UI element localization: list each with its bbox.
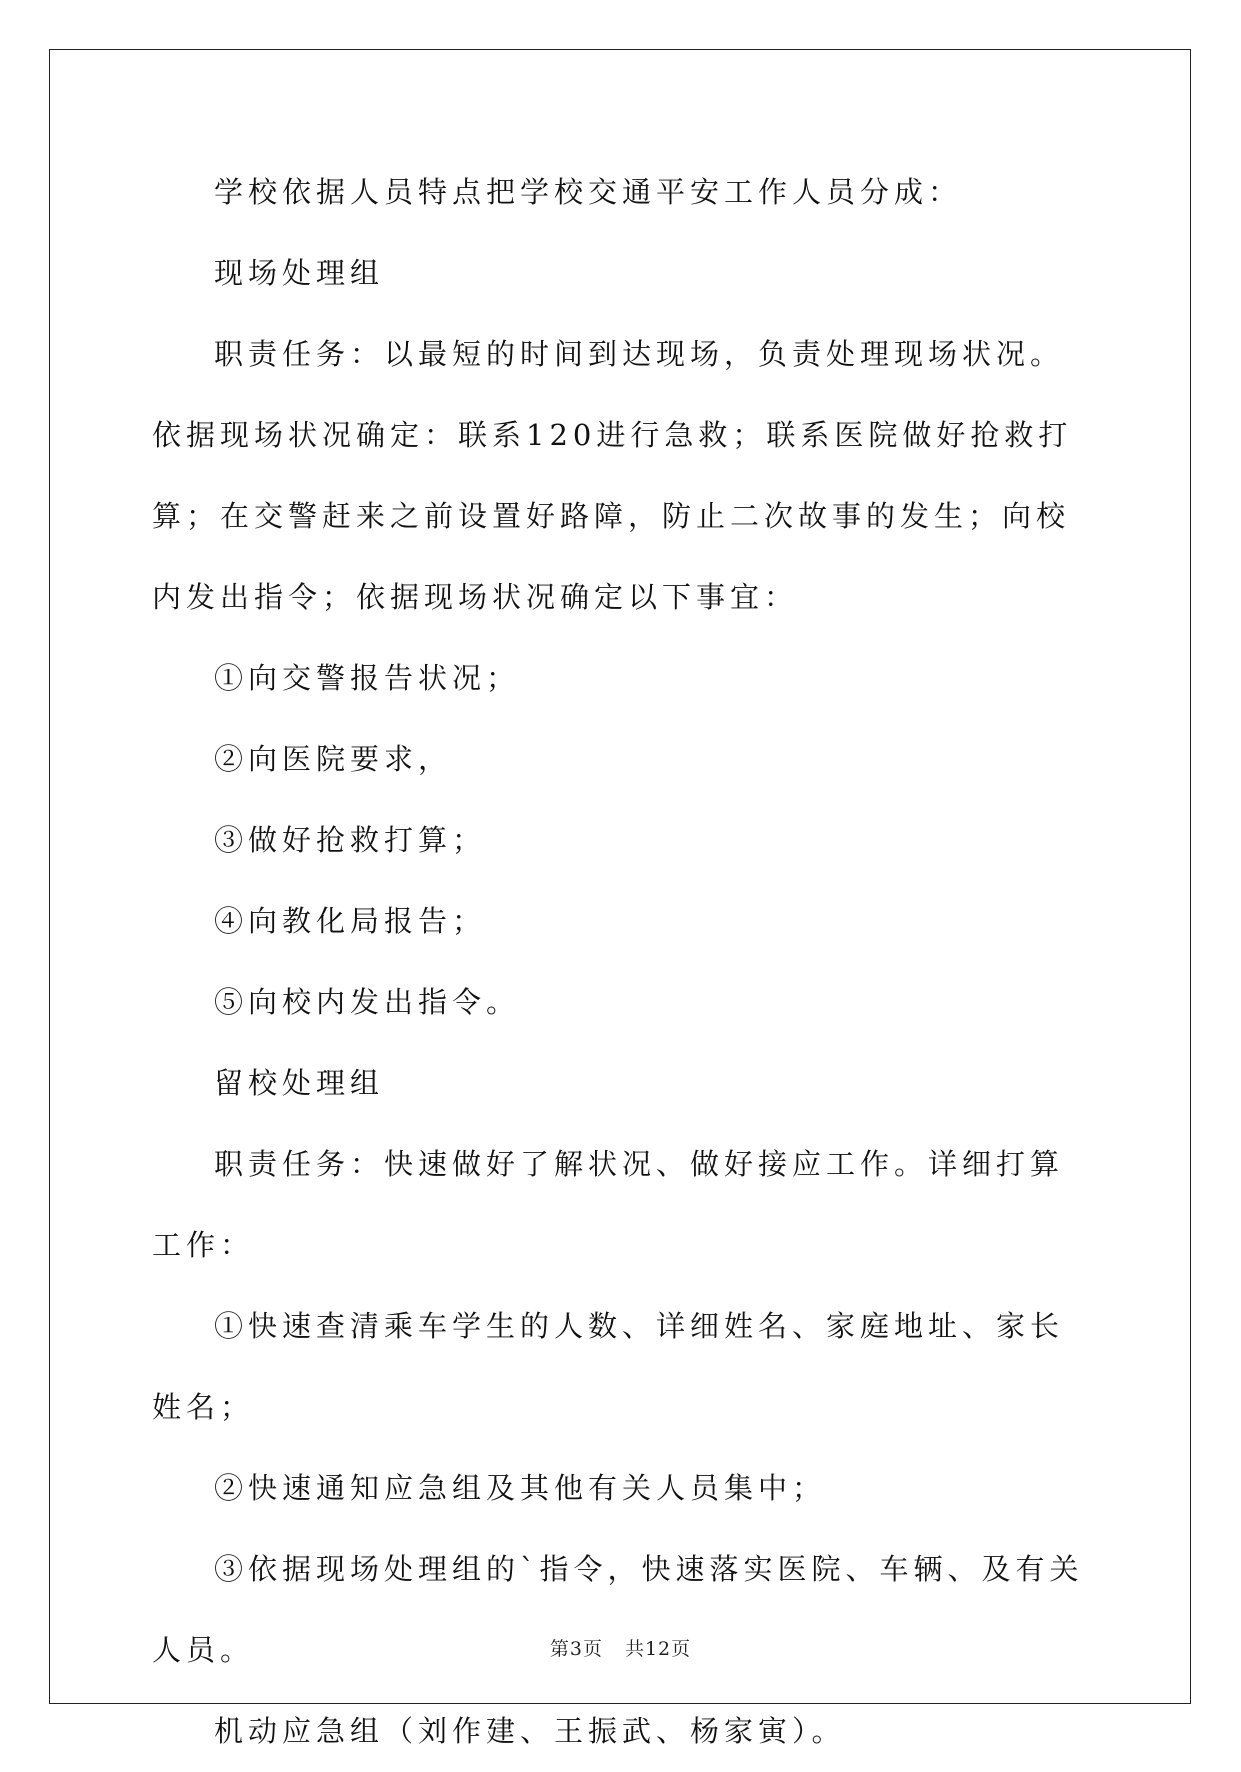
paragraph-school-duties: 职责任务：快速做好了解状况、做好接应工作。详细打算工作： (152, 1147, 1065, 1262)
list-item: ②快速通知应急组及其他有关人员集中； (214, 1471, 827, 1505)
page-total: 共12页 (624, 1638, 692, 1660)
list-item: ③依据现场处理组的`指令，快速落实医院、车辆、及有关人员。 (152, 1552, 1084, 1667)
paragraph-mobile-group: 机动应急组（刘作建、王振武、杨家寅）。 (214, 1714, 846, 1748)
page-footer (0, 1634, 1241, 1661)
list-item: ①向交警报告状况； (214, 661, 521, 695)
list-item: ④向教化局报告； (214, 904, 487, 938)
list-item: ③做好抢救打算； (214, 823, 487, 857)
list-item: ②向医院要求， (214, 742, 453, 776)
list-item: ⑤向校内发出指令。 (214, 985, 521, 1019)
list-item: ①快速查清乘车学生的人数、详细姓名、家庭地址、家长姓名； (152, 1309, 1065, 1424)
paragraph-onsite-duties: 职责任务：以最短的时间到达现场，负责处理现场状况。依据现场状况确定：联系120进行急救；联系医院做好抢救打算；在交警赶来之前设置好路障，防止二次故事的发生；向校内发出指令；依据现场状况确定以下事宜： (152, 337, 1073, 614)
page-number: 第3页 (549, 1638, 603, 1660)
document-body (152, 152, 1092, 1772)
paragraph-intro: 学校依据人员特点把学校交通平安工作人员分成： (214, 175, 963, 209)
heading-onsite-group: 现场处理组 (214, 256, 385, 290)
heading-school-group: 留校处理组 (214, 1066, 385, 1100)
